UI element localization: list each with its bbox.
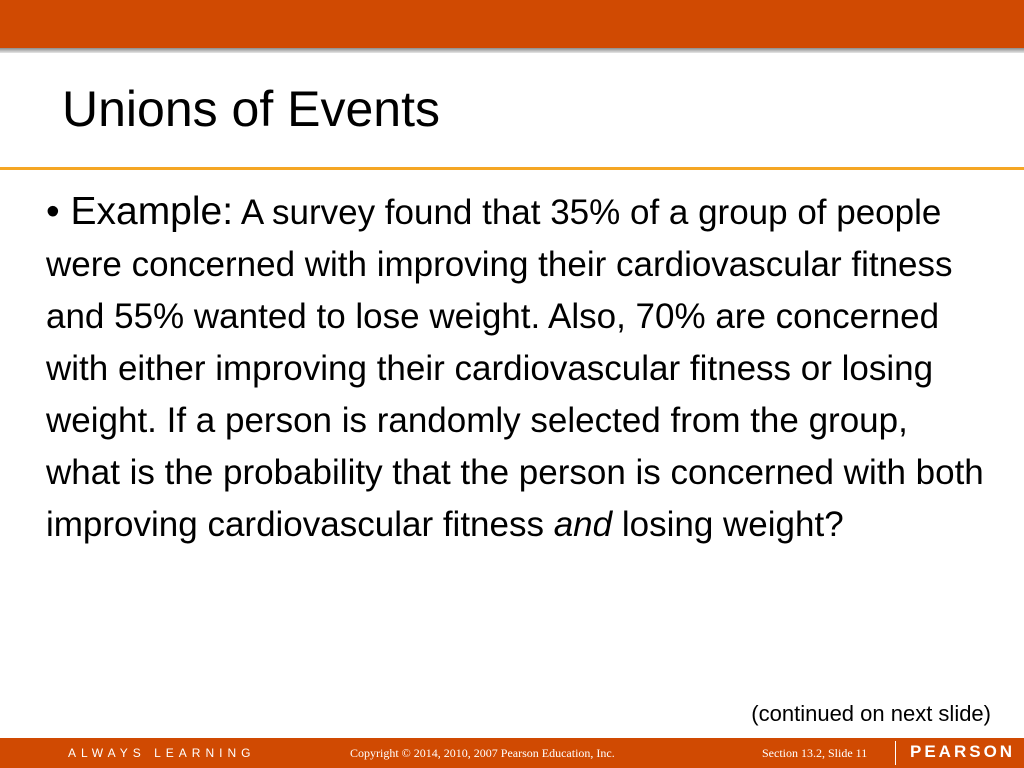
slide-title: Unions of Events [62, 81, 440, 137]
example-text: A survey found that 35% of a group of people were concerned with improving their cardiovascular fitness and 55% wanted to lose weight. Also, 70% are concerned with either improving their cardiovascular fitness or losing weight. If a person is randomly selected from the group, what is the probability that the person is concerned with both improving cardiovascular fitness [46, 193, 984, 544]
footer-copyright: Copyright © 2014, 2010, 2007 Pearson Education, Inc. [350, 746, 615, 760]
example-paragraph [46, 186, 986, 551]
slide-number: Section 13.2, Slide 11 [762, 746, 868, 760]
emphasis-and: and [553, 505, 613, 544]
example-label: • Example: [46, 190, 234, 233]
footer-divider [895, 741, 896, 765]
footer-tagline: ALWAYS LEARNING [68, 746, 256, 760]
header-bar [0, 0, 1024, 48]
example-text-end: losing weight? [612, 505, 844, 544]
header-bar-shadow [0, 48, 1024, 53]
pearson-logo: PEARSON [910, 742, 1016, 761]
continued-note: (continued on next slide) [751, 701, 991, 726]
title-divider [0, 167, 1024, 170]
